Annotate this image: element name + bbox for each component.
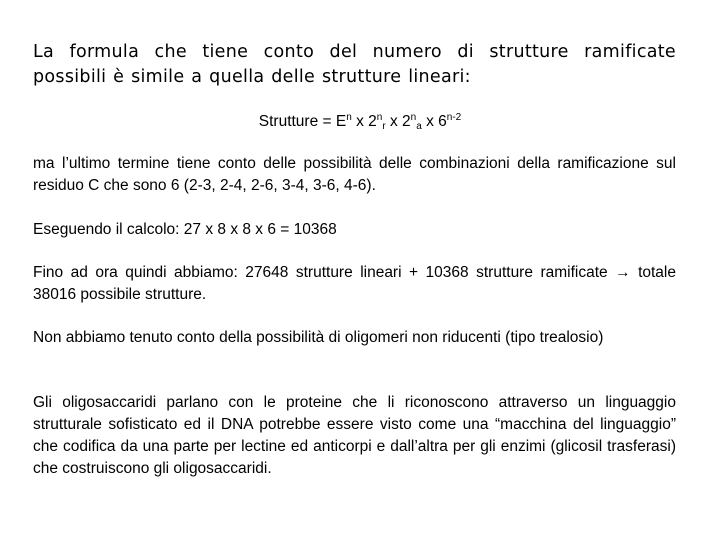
formula-exp-2: n: [376, 112, 383, 123]
paragraph-language: Gli oligosaccaridi parlano con le proteine che li riconoscono attraverso un linguaggio strutturale sofisticato ed il DNA potrebbe essere visto come una “macchina del linguaggio” che codifica da una parte per lectine ed anticorpi e dall’altra per gli enzimi (glicosil trasferasi) che costruiscono gli oligosaccaridi.: [33, 394, 676, 477]
formula-mid-1: x 2: [351, 113, 377, 130]
paragraph-total: Fino ad ora quindi abbiamo: 27648 strutture lineari + 10368 strutture ramificate → totale 38016 possibile strutture.: [33, 264, 676, 303]
formula-exp-3: n: [410, 112, 417, 123]
formula-mid-3: x 6: [421, 113, 447, 130]
formula-sub-3: a: [416, 121, 422, 132]
paragraph-oligomers: Non abbiamo tenuto conto della possibilità di oligomeri non riducenti (tipo trealosio): [33, 329, 604, 346]
formula-exp-1: n: [346, 112, 352, 123]
formula-lhs: Strutture = E: [258, 113, 347, 130]
formula-sub-2: r: [382, 121, 386, 132]
formula: [0, 111, 720, 133]
formula-mid-2: x 2: [385, 113, 411, 130]
paragraph-calculation: Eseguendo il calcolo: 27 x 8 x 8 x 6 = 10368: [33, 221, 337, 238]
intro-text: La formula che tiene conto del numero di strutture ramificate possibili è simile a quella delle strutture lineari:: [33, 42, 676, 87]
paragraph-combinations: ma l’ultimo termine tiene conto delle possibilità delle combinazioni della ramificazione sul residuo C che sono 6 (2-3, 2-4, 2-6, 3-4, 3-6, 4-6).: [33, 155, 676, 194]
formula-exp-4: n-2: [446, 112, 462, 123]
